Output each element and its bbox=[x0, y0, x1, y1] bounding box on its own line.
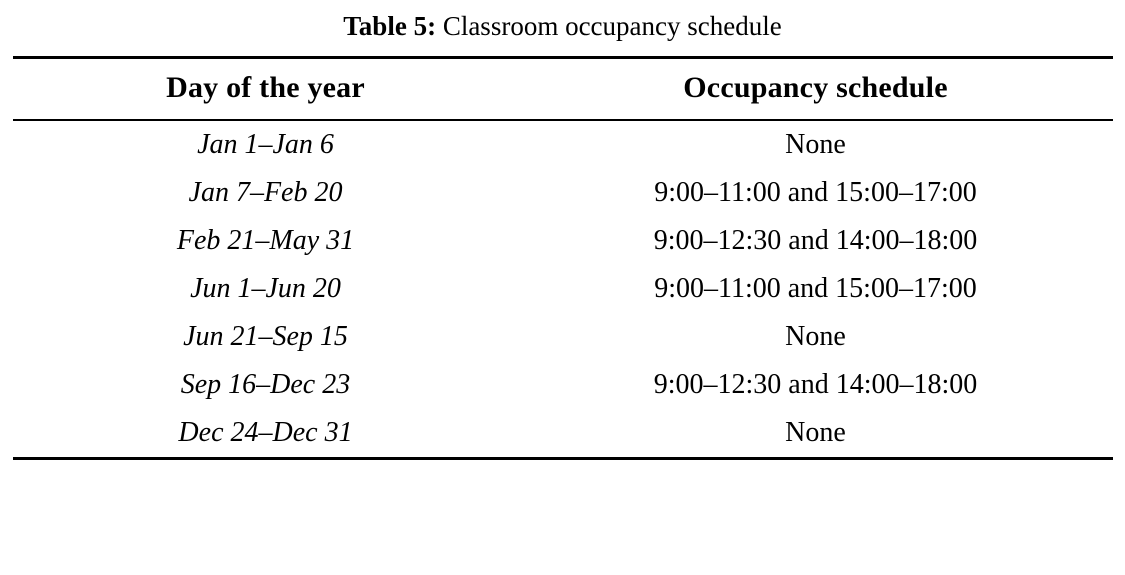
table-body bbox=[13, 121, 1113, 460]
cell-day: Dec 24–Dec 31 bbox=[178, 417, 353, 449]
cell-schedule: None bbox=[785, 417, 846, 449]
caption-text: Classroom occupancy schedule bbox=[436, 11, 782, 41]
column-header-day: Day of the year bbox=[166, 71, 365, 105]
bottom-rule-line bbox=[13, 457, 1113, 460]
cell-schedule: 9:00–11:00 and 15:00–17:00 bbox=[654, 273, 977, 305]
cell-day: Jan 7–Feb 20 bbox=[188, 177, 343, 209]
table-row bbox=[13, 409, 1113, 457]
cell-schedule: 9:00–12:30 and 14:00–18:00 bbox=[653, 369, 978, 401]
table-header-row bbox=[13, 59, 1113, 119]
table-row bbox=[13, 265, 1113, 313]
cell-schedule: None bbox=[785, 321, 846, 353]
occupancy-schedule-table bbox=[13, 56, 1113, 460]
table-row bbox=[13, 313, 1113, 361]
table-rule-bottom bbox=[13, 457, 1113, 460]
cell-schedule: None bbox=[785, 129, 846, 161]
table-row bbox=[13, 361, 1113, 409]
table-caption bbox=[0, 0, 1125, 56]
cell-day: Jun 1–Jun 20 bbox=[190, 273, 341, 305]
caption-label: Table 5: bbox=[343, 11, 437, 41]
cell-day: Feb 21–May 31 bbox=[176, 225, 355, 257]
table-head bbox=[13, 56, 1113, 121]
cell-schedule: 9:00–11:00 and 15:00–17:00 bbox=[654, 177, 977, 209]
cell-schedule: 9:00–12:30 and 14:00–18:00 bbox=[653, 225, 978, 257]
table-row bbox=[13, 121, 1113, 169]
column-header-schedule: Occupancy schedule bbox=[683, 71, 948, 105]
cell-day: Jun 21–Sep 15 bbox=[183, 321, 348, 353]
cell-day: Jan 1–Jan 6 bbox=[197, 129, 334, 161]
table-row bbox=[13, 217, 1113, 265]
cell-day: Sep 16–Dec 23 bbox=[180, 369, 351, 401]
table-row bbox=[13, 169, 1113, 217]
